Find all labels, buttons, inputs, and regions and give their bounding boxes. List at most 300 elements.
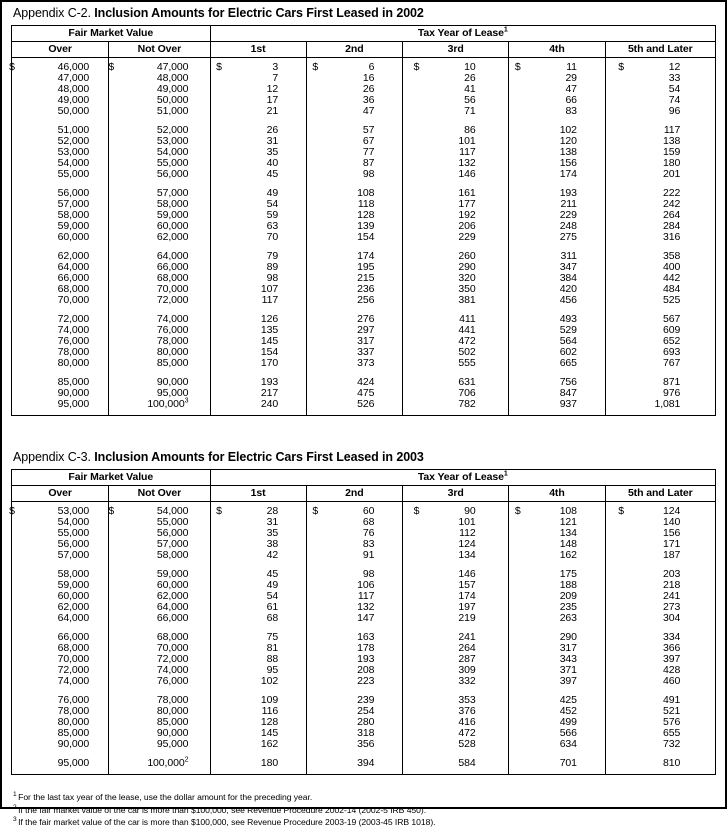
value-text: 287 — [458, 653, 476, 665]
value-text: 58,000 — [156, 198, 189, 210]
value-text: 10 — [464, 61, 476, 73]
table-cell-value — [509, 528, 604, 539]
table-cell-value — [211, 347, 306, 358]
value-text: 74 — [668, 94, 681, 106]
table-cell-value — [307, 739, 402, 750]
value-text: 701 — [559, 757, 577, 769]
value-text: 64,000 — [156, 601, 189, 613]
table-cell-value — [211, 506, 306, 517]
row-group — [606, 695, 715, 750]
table-cell-value — [109, 613, 209, 624]
value-text: 223 — [357, 675, 375, 687]
table-cell-value — [307, 654, 402, 665]
value-text: 767 — [663, 357, 681, 369]
cell-bottom-pad — [109, 410, 209, 415]
cell-bottom-pad — [509, 769, 604, 774]
table-cell-value — [606, 125, 715, 136]
table-cell-value — [509, 147, 604, 158]
value-text: 70,000 — [57, 653, 90, 665]
footnote-marker: 2 — [13, 803, 17, 811]
value-text: 376 — [458, 705, 476, 717]
table-cell-value — [606, 517, 715, 528]
table-cell-value — [509, 325, 604, 336]
cell-bottom-pad — [12, 769, 108, 774]
table-cell-value — [307, 188, 402, 199]
value-text: 47,000 — [156, 61, 189, 73]
value-text: 693 — [663, 346, 681, 358]
value-text: 51,000 — [57, 124, 90, 136]
header-over: Over — [12, 486, 109, 502]
header-fair-market-value: Fair Market Value — [12, 470, 211, 486]
table-cell-value — [403, 188, 508, 199]
row-group — [211, 314, 306, 369]
value-text: 58,000 — [57, 568, 90, 580]
table-cell-value — [12, 399, 108, 410]
value-text: 318 — [357, 727, 375, 739]
header-year-1: 1st — [210, 42, 306, 58]
value-text: 134 — [559, 527, 577, 539]
value-text: 263 — [559, 612, 577, 624]
value-text: 68,000 — [57, 642, 90, 654]
table-cell-value — [606, 602, 715, 613]
table-header-row-top — [12, 470, 716, 486]
table-cell-value — [211, 106, 306, 117]
table-cell-value — [307, 84, 402, 95]
value-text: 17 — [266, 94, 279, 106]
value-text: 54 — [266, 198, 279, 210]
row-group — [509, 125, 604, 180]
value-text: 49 — [266, 187, 279, 199]
inclusion-table-appendix-c3 — [11, 469, 716, 775]
cell-bottom-pad — [403, 769, 508, 774]
table-cell-value — [509, 62, 604, 73]
row-group — [509, 62, 604, 117]
table-cell-value — [307, 262, 402, 273]
header-not-over: Not Over — [109, 42, 210, 58]
table-cell-value — [211, 169, 306, 180]
value-text: 332 — [458, 675, 476, 687]
table-cell-value — [509, 336, 604, 347]
row-group — [403, 62, 508, 117]
value-text: 36 — [362, 94, 375, 106]
value-text: 46,000 — [57, 61, 90, 73]
value-text: 264 — [458, 642, 476, 654]
value-text: 58,000 — [156, 549, 189, 561]
column-year-3 — [402, 58, 508, 416]
value-text: 59,000 — [156, 568, 189, 580]
table-header-row-columns — [12, 486, 716, 502]
value-text: 16 — [362, 72, 375, 84]
value-text: 135 — [260, 324, 279, 336]
value-text: 60 — [362, 505, 375, 517]
table-cell-value — [211, 388, 306, 399]
table-cell-value — [606, 232, 715, 243]
value-text: 159 — [663, 146, 681, 158]
value-text: 425 — [559, 694, 577, 706]
value-text: 116 — [261, 705, 279, 717]
value-text: 192 — [458, 209, 476, 221]
value-text: 665 — [559, 357, 577, 369]
value-text: 117 — [459, 146, 476, 158]
currency-symbol: $ — [514, 61, 521, 73]
value-text: 260 — [458, 250, 476, 262]
value-text: 124 — [663, 505, 681, 517]
value-text: 156 — [663, 527, 681, 539]
value-text: 441 — [458, 324, 476, 336]
appendix-heading: Inclusion Amounts for Electric Cars First Leased in 2003 — [90, 450, 424, 464]
value-text: 62,000 — [156, 231, 189, 243]
cell-bottom-pad — [606, 410, 715, 415]
value-text: 634 — [559, 738, 577, 750]
value-text: 177 — [458, 198, 476, 210]
table-cell-value — [403, 602, 508, 613]
table-cell-value — [403, 706, 508, 717]
table-cell-value — [307, 251, 402, 262]
value-text: 706 — [458, 387, 476, 399]
header-year-5: 5th and Later — [605, 42, 715, 58]
table-cell-value — [307, 758, 402, 769]
row-group — [307, 758, 402, 769]
table-cell-value — [109, 169, 209, 180]
value-text: 66,000 — [57, 631, 90, 643]
value-text: 117 — [261, 294, 279, 306]
table-cell-value — [109, 232, 209, 243]
value-text: 264 — [663, 209, 681, 221]
value-text: 60,000 — [57, 231, 90, 243]
value-text: 58,000 — [57, 209, 90, 221]
value-text: 134 — [458, 549, 476, 561]
table-cell-value — [403, 739, 508, 750]
table-cell-value — [12, 295, 108, 306]
value-text: 45 — [266, 168, 279, 180]
table-cell-value — [307, 643, 402, 654]
table-cell-value — [307, 125, 402, 136]
table-cell-value — [403, 147, 508, 158]
value-text: 411 — [459, 313, 476, 325]
table-cell-value — [307, 728, 402, 739]
value-text: 70,000 — [57, 294, 90, 306]
table-cell-value — [211, 695, 306, 706]
table-cell-value — [509, 73, 604, 84]
table-cell-value — [509, 602, 604, 613]
table-cell-value — [509, 232, 604, 243]
cell-bottom-pad — [109, 769, 209, 774]
row-group — [403, 188, 508, 243]
value-text: 106 — [357, 579, 375, 591]
value-text: 55,000 — [156, 157, 189, 169]
row-group — [12, 125, 108, 180]
table-cell-value — [509, 517, 604, 528]
value-text: 53,000 — [57, 146, 90, 158]
value-text: 358 — [663, 250, 681, 262]
value-text: 66,000 — [156, 261, 189, 273]
value-text: 31 — [266, 516, 279, 528]
table-cell-value — [509, 377, 604, 388]
table-cell-value — [606, 106, 715, 117]
table-cell-value — [109, 550, 209, 561]
table-cell-value — [509, 199, 604, 210]
value-text: 567 — [663, 313, 681, 325]
table-cell-value — [307, 539, 402, 550]
value-text: 275 — [559, 231, 577, 243]
table-cell-value — [403, 169, 508, 180]
table-cell-value — [403, 284, 508, 295]
value-text: 102 — [260, 675, 279, 687]
table-cell-value — [307, 336, 402, 347]
header-year-1: 1st — [210, 486, 306, 502]
table-cell-value — [307, 73, 402, 84]
value-text: 810 — [663, 757, 681, 769]
value-text: 90,000 — [156, 727, 189, 739]
value-text: 98 — [362, 568, 375, 580]
value-text: 47 — [362, 105, 375, 117]
value-text: 61 — [266, 601, 279, 613]
table-cell-value — [307, 199, 402, 210]
table-cell-value — [606, 158, 715, 169]
cell-bottom-pad — [403, 410, 508, 415]
table-cell-value — [509, 591, 604, 602]
inclusion-table-appendix-c2 — [11, 25, 716, 416]
row-group — [109, 377, 209, 410]
table-cell-value — [307, 550, 402, 561]
header-year-2: 2nd — [306, 486, 402, 502]
appendix-label: Appendix C-2. — [13, 6, 91, 20]
value-text: 78,000 — [156, 335, 189, 347]
value-text: 89 — [266, 261, 279, 273]
row-group — [307, 377, 402, 410]
row-group — [606, 188, 715, 243]
header-tax-year-of-lease — [210, 470, 715, 486]
value-text: 126 — [260, 313, 279, 325]
value-text: 60,000 — [156, 220, 189, 232]
table-cell-value — [403, 210, 508, 221]
value-text: 66 — [565, 94, 577, 106]
value-text: 62,000 — [57, 250, 90, 262]
table-cell-value — [211, 665, 306, 676]
value-text: 256 — [357, 294, 375, 306]
value-text: 54,000 — [156, 505, 189, 517]
table-cell-value — [307, 284, 402, 295]
value-text: 566 — [559, 727, 577, 739]
table-cell-value — [403, 758, 508, 769]
value-text: 120 — [559, 135, 577, 147]
value-text: 124 — [458, 538, 476, 550]
value-text: 85,000 — [57, 727, 90, 739]
value-text: 280 — [357, 716, 375, 728]
value-text: 109 — [260, 694, 279, 706]
table-cell-value — [403, 262, 508, 273]
header-fair-market-value: Fair Market Value — [12, 26, 211, 42]
value-text: 128 — [357, 209, 375, 221]
value-text: 631 — [458, 376, 476, 388]
column-year-3 — [402, 502, 508, 775]
value-text: 203 — [663, 568, 681, 580]
value-text: 602 — [559, 346, 577, 358]
row-group — [606, 758, 715, 769]
column-not-over — [109, 502, 210, 775]
value-text: 33 — [668, 72, 681, 84]
table-cell-value — [211, 251, 306, 262]
row-group — [12, 695, 108, 750]
value-text: 112 — [459, 527, 476, 539]
footnote-marker: 1 — [13, 791, 17, 799]
table-cell-value — [403, 728, 508, 739]
value-text: 394 — [357, 757, 375, 769]
value-text: 68 — [266, 612, 279, 624]
value-text: 83 — [565, 105, 577, 117]
table-cell-value — [403, 388, 508, 399]
table-cell-value — [509, 136, 604, 147]
table-cell-value — [509, 695, 604, 706]
table-cell-value — [509, 262, 604, 273]
table-cell-value — [403, 377, 508, 388]
value-text: 76,000 — [57, 335, 90, 347]
value-text: 148 — [559, 538, 577, 550]
table-cell-value — [606, 251, 715, 262]
table-cell-value — [403, 399, 508, 410]
header-not-over: Not Over — [109, 486, 210, 502]
table-cell-value — [307, 695, 402, 706]
value-text: 57 — [362, 124, 375, 136]
header-year-3: 3rd — [402, 486, 508, 502]
table-cell-value — [403, 665, 508, 676]
value-text: 26 — [266, 124, 279, 136]
cell-bottom-pad — [509, 410, 604, 415]
value-text: 57,000 — [156, 538, 189, 550]
value-text: 456 — [559, 294, 577, 306]
table-cell-value — [211, 262, 306, 273]
value-text: 70 — [266, 231, 279, 243]
table-cell-value — [509, 539, 604, 550]
table-cell-value — [606, 84, 715, 95]
value-text: 219 — [458, 612, 476, 624]
value-text: 397 — [663, 653, 681, 665]
table-cell-value — [403, 517, 508, 528]
value-text: 140 — [663, 516, 681, 528]
page-content — [2, 2, 725, 827]
table-cell-value — [509, 758, 604, 769]
row-group — [12, 758, 108, 769]
value-text: 59,000 — [57, 220, 90, 232]
row-group — [509, 632, 604, 687]
row-group — [307, 188, 402, 243]
value-text: 29 — [565, 72, 577, 84]
table-cell-value — [12, 169, 108, 180]
value-text: 502 — [458, 346, 476, 358]
table-cell-value — [403, 125, 508, 136]
table-cell-value — [211, 758, 306, 769]
table-cell-value — [109, 739, 209, 750]
row-group — [307, 314, 402, 369]
value-text: 428 — [663, 664, 681, 676]
table-cell-value — [109, 106, 209, 117]
table-cell-value — [211, 221, 306, 232]
value-text: 241 — [458, 631, 476, 643]
table-cell-value — [211, 613, 306, 624]
value-text: 48,000 — [156, 72, 189, 84]
value-text: 68,000 — [57, 283, 90, 295]
table-cell-value — [211, 136, 306, 147]
table-cell-value — [307, 232, 402, 243]
table-cell-value — [509, 728, 604, 739]
value-text: 847 — [559, 387, 577, 399]
value-text: 98 — [266, 272, 279, 284]
table-cell-value — [509, 221, 604, 232]
table-cell-value — [606, 73, 715, 84]
value-text: 206 — [458, 220, 476, 232]
value-text: 353 — [458, 694, 476, 706]
value-text: 317 — [357, 335, 375, 347]
table-cell-value — [109, 295, 209, 306]
table-cell-value — [12, 739, 108, 750]
table-cell-value — [509, 284, 604, 295]
table-cell-value — [509, 314, 604, 325]
table-cell-value — [211, 62, 306, 73]
value-text: 108 — [559, 505, 577, 517]
currency-symbol: $ — [108, 505, 115, 517]
table-cell-value — [307, 517, 402, 528]
currency-symbol: $ — [108, 61, 115, 73]
value-text: 102 — [559, 124, 577, 136]
value-text: 235 — [559, 601, 577, 613]
table-cell-value — [307, 506, 402, 517]
cell-bottom-pad — [12, 410, 108, 415]
table-cell-value — [403, 325, 508, 336]
table-cell-value — [403, 358, 508, 369]
value-text: 90,000 — [57, 387, 90, 399]
table-cell-value — [509, 676, 604, 687]
row-group — [606, 62, 715, 117]
table-cell-value — [109, 758, 209, 769]
value-text: 138 — [559, 146, 577, 158]
value-text: 309 — [458, 664, 476, 676]
table-cell-value — [606, 188, 715, 199]
value-text: 59 — [266, 209, 279, 221]
table-cell-value — [307, 325, 402, 336]
value-text: 217 — [260, 387, 279, 399]
value-text: 732 — [663, 738, 681, 750]
value-text: 1,081 — [654, 398, 681, 410]
row-group — [211, 569, 306, 624]
value-text: 48,000 — [57, 83, 90, 95]
table-cell-value — [509, 358, 604, 369]
table-cell-value — [211, 399, 306, 410]
cell-bottom-pad — [307, 410, 402, 415]
table-cell-value — [211, 210, 306, 221]
value-text: 90,000 — [156, 376, 189, 388]
table-cell-value — [403, 73, 508, 84]
table-cell-value — [606, 199, 715, 210]
table-cell-value — [12, 758, 108, 769]
row-group — [509, 251, 604, 306]
value-text: 117 — [357, 590, 375, 602]
table-cell-value — [509, 188, 604, 199]
table-cell-value — [606, 262, 715, 273]
table-cell-value — [606, 221, 715, 232]
row-group — [109, 695, 209, 750]
value-text: 118 — [357, 198, 375, 210]
table-body-row — [12, 58, 716, 416]
value-text: 83 — [362, 538, 375, 550]
value-text: 424 — [357, 376, 375, 388]
value-text: 373 — [357, 357, 375, 369]
value-text: 107 — [260, 283, 279, 295]
value-text: 64,000 — [156, 250, 189, 262]
row-group — [403, 506, 508, 561]
value-text: 529 — [559, 324, 577, 336]
value-text: 976 — [663, 387, 681, 399]
value-text: 555 — [458, 357, 476, 369]
